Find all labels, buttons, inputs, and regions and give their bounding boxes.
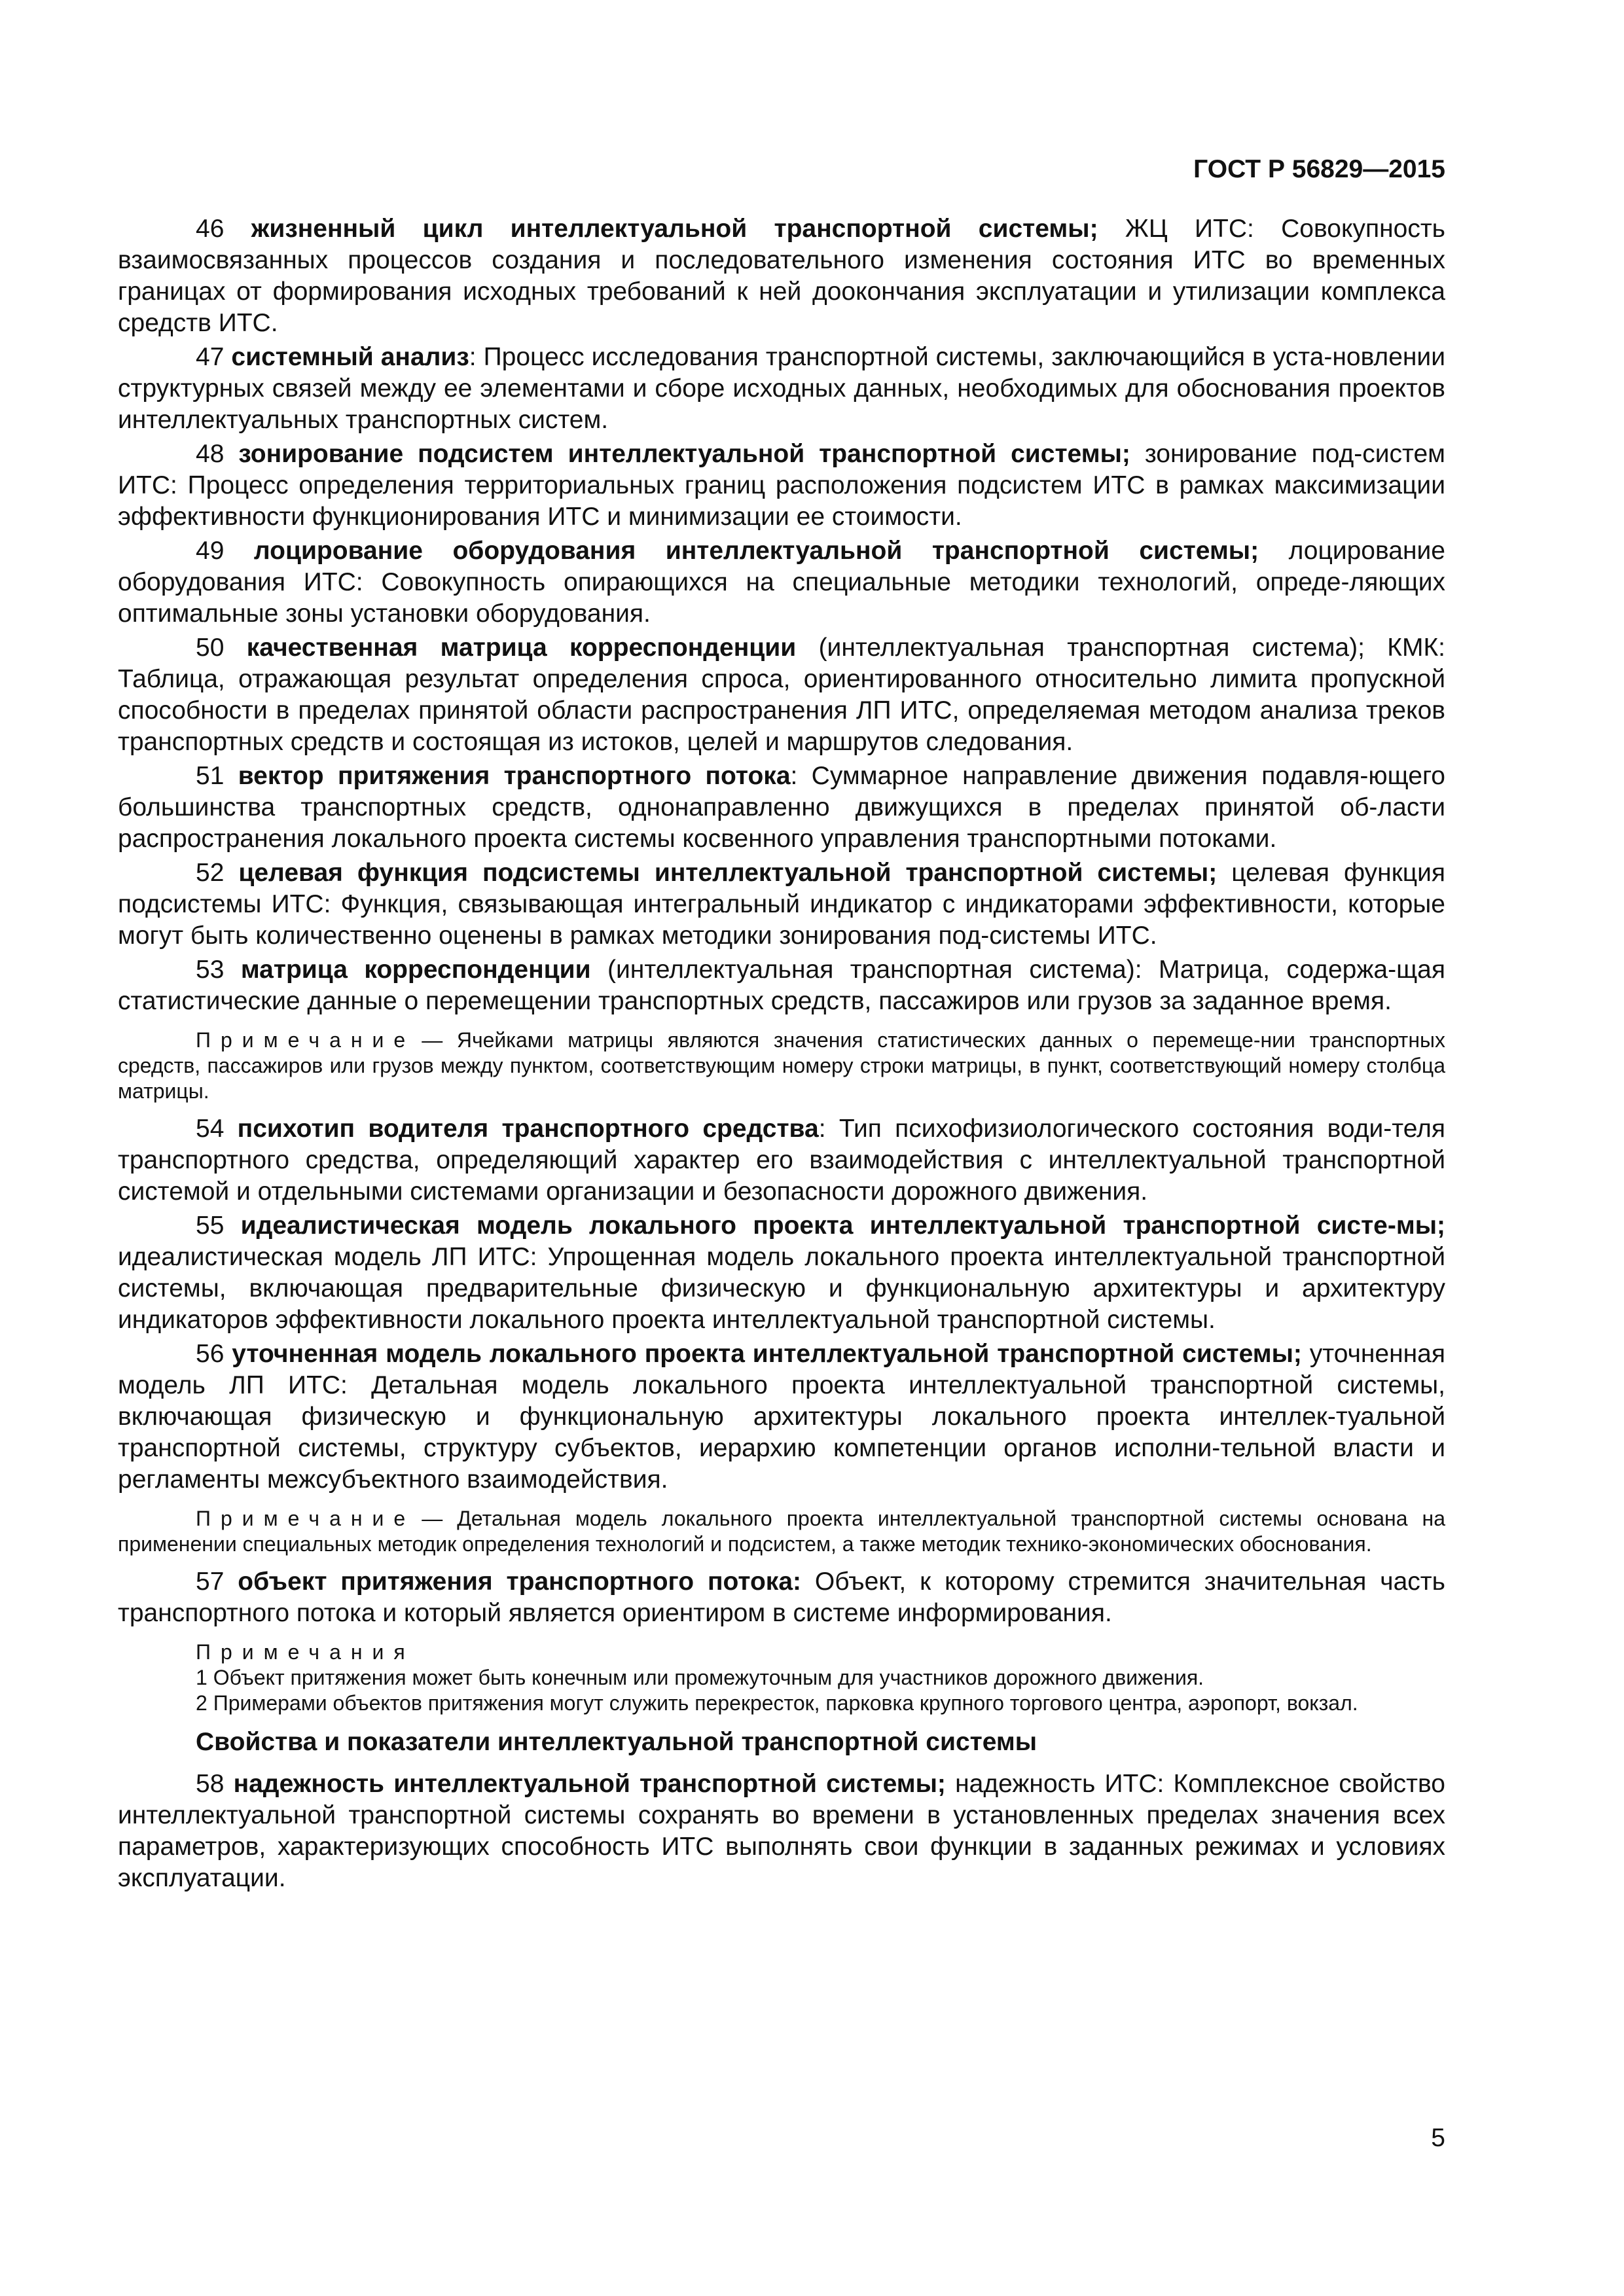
- document-body: [118, 213, 1445, 1897]
- notes-label: Примечания: [196, 1640, 415, 1664]
- term-entry-55: 55 идеалистическая модель локального проекта интеллектуальной транспортной систе-мы; идеалистическая модель ЛП ИТС: Упрощенная модель локального проекта интеллектуальной транспортной системы, включающая предварительные физическую и функциональную архитектуры и архитектуру индикаторов эффективности локального проекта интеллектуальной транспортной системы.: [118, 1211, 1445, 1334]
- term-title: надежность интеллектуальной транспортной системы;: [233, 1770, 946, 1798]
- term-entry-54: 54 психотип водителя транспортного средства: Тип психофизиологического состояния води-теля транспортного средства, определяющий характер его взаимодействия с интеллектуальной транспортной системой и отдельными системами организации и безопасности дорожного движения.: [118, 1115, 1445, 1206]
- term-entry-46: 46 жизненный цикл интеллектуальной транспортной системы; ЖЦ ИТС: Совокупность взаимосвязанных процессов создания и последовательного изменения состояния ИТС во временных границах от формирования исходных требований к ней доокончания эксплуатации и утилизации комплекса средств ИТС.: [118, 215, 1445, 337]
- note-label: Примечание: [196, 1507, 416, 1530]
- note-56: Примечание — Детальная модель локального проекта интеллектуальной транспортной системы основана на применении специальных методик определения технологий и подсистем, а также методик технико-экономических обоснования.: [118, 1507, 1445, 1556]
- term-title: уточненная модель локального проекта интеллектуальной транспортной системы;: [232, 1340, 1302, 1368]
- section-title: Свойства и показатели интеллектуальной транспортной системы: [196, 1728, 1038, 1756]
- term-entry-56: 56 уточненная модель локального проекта интеллектуальной транспортной системы; уточненная модель ЛП ИТС: Детальная модель локального проекта интеллектуальной транспортной системы, включающая физическую и функциональную архитектуры локального проекта интеллек-туальной транспортной системы, структуру субъектов, иерархию компетенции органов исполни-тельной власти и регламенты межсубъектного взаимодействия.: [118, 1340, 1445, 1494]
- term-entry-50: 50 качественная матрица корреспонденции (интеллектуальная транспортная система); КМК: Таблица, отражающая результат определения спроса, ориентированного относительно лимита пропускной способности в пределах принятой области распространения ЛП ИТС, определяемая методом анализа треков транспортных средств и состоящая из истоков, целей и маршрутов следования.: [118, 634, 1445, 756]
- term-entry-57: 57 объект притяжения транспортного потока: Объект, к которому стремится значительная часть транспортного потока и который является ориентиром в системе информирования.: [118, 1568, 1445, 1627]
- term-title: психотип водителя транспортного средства: [237, 1115, 819, 1143]
- term-title: зонирование подсистем интеллектуальной транспортной системы;: [238, 440, 1130, 468]
- term-title: качественная матрица корреспонденции: [246, 634, 797, 662]
- term-title: жизненный цикл интеллектуальной транспортной системы;: [251, 215, 1098, 243]
- standard-number: ГОСТ Р 56829—2015: [1193, 155, 1445, 183]
- term-entry-58: 58 надежность интеллектуальной транспортной системы; надежность ИТС: Комплексное свойство интеллектуальной транспортной системы сохранять во времени в установленных пределах значения всех параметров, характеризующих способность ИТС выполнять свои функции в заданных режимах и условиях эксплуатации.: [118, 1770, 1445, 1892]
- term-entry-48: 48 зонирование подсистем интеллектуальной транспортной системы; зонирование под-систем ИТС: Процесс определения территориальных границ расположения подсистем ИТС в рамках максимизации эффективности функционирования ИТС и минимизации ее стоимости.: [118, 440, 1445, 531]
- note-label: Примечание: [196, 1028, 416, 1052]
- term-entry-51: 51 вектор притяжения транспортного потока: Суммарное направление движения подавля-ющего большинства транспортных средств, однонаправленно движущихся в пределах принятой об-ласти распространения локального проекта системы косвенного управления транспортными потоками.: [118, 762, 1445, 853]
- note-item: 1 Объект притяжения может быть конечным или промежуточным для участников дорожного движения.: [196, 1666, 1204, 1689]
- page-number: 5: [1431, 2124, 1445, 2152]
- term-entry-47: 47 системный анализ: Процесс исследования транспортной системы, заключающийся в уста-новлении структурных связей между ее элементами и сборе исходных данных, необходимых для обоснования проектов интеллектуальных транспортных систем.: [118, 343, 1445, 434]
- term-title: матрица корреспонденции: [240, 956, 591, 984]
- document-header: [118, 154, 1445, 185]
- term-entry-53: 53 матрица корреспонденции (интеллектуальная транспортная система): Матрица, содержа-щая статистические данные о перемещении транспортных средств, пассажиров или грузов за заданное время.: [118, 956, 1445, 1015]
- term-entry-49: 49 лоцирование оборудования интеллектуальной транспортной системы; лоцирование оборудования ИТС: Совокупность опирающихся на специальные методики технологий, опреде-ляющих оптимальные зоны установки оборудования.: [118, 537, 1445, 628]
- note-53: Примечание — Ячейками матрицы являются значения статистических данных о перемеще-нии транспортных средств, пассажиров или грузов между пунктом, соответствующим номеру строки матрицы, в пункт, соответствующий номеру столбца матрицы.: [118, 1028, 1445, 1103]
- term-title: лоцирование оборудования интеллектуальной транспортной системы;: [253, 537, 1259, 565]
- term-entry-52: 52 целевая функция подсистемы интеллектуальной транспортной системы; целевая функция подсистемы ИТС: Функция, связывающая интегральный индикатор с индикаторами эффективности, которые могут быть количественно оценены в рамках методики зонирования под-системы ИТС.: [118, 859, 1445, 950]
- term-title: объект притяжения транспортного потока:: [238, 1568, 802, 1596]
- term-title: целевая функция подсистемы интеллектуальной транспортной системы;: [238, 859, 1218, 887]
- term-title: вектор притяжения транспортного потока: [238, 762, 791, 790]
- notes-57: [118, 1640, 1445, 1716]
- term-title: идеалистическая модель локального проекта интеллектуальной транспортной систе-мы;: [240, 1211, 1445, 1240]
- term-title: системный анализ: [231, 343, 469, 371]
- note-item: 2 Примерами объектов притяжения могут служить перекресток, парковка крупного торгового центра, аэропорт, вокзал.: [196, 1691, 1358, 1715]
